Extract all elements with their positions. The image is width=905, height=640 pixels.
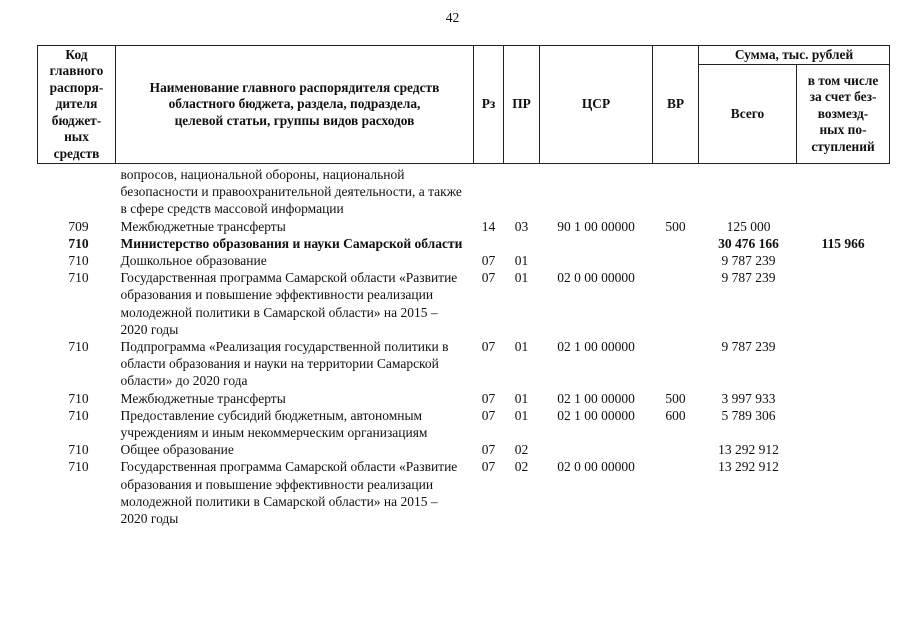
cell-grat xyxy=(797,164,890,218)
cell-grat: 115 966 xyxy=(821,235,865,251)
cell-rz: 07 xyxy=(481,390,496,406)
cell-total: 3 997 933 xyxy=(721,390,776,406)
cell-code: 709 xyxy=(68,218,89,234)
header-total: Всего xyxy=(699,65,797,164)
cell-vr xyxy=(653,441,699,458)
table-row xyxy=(38,338,890,390)
cell-csr: 02 1 00 00000 xyxy=(557,339,635,355)
cell-pr: 02 xyxy=(514,442,529,458)
cell-vr xyxy=(653,338,699,390)
cell-name: Межбюджетные трансферты xyxy=(120,390,286,406)
cell-rz xyxy=(474,235,504,252)
table-row xyxy=(38,164,890,218)
cell-total: 125 000 xyxy=(726,218,771,234)
cell-rz: 07 xyxy=(481,339,496,355)
cell-total: 13 292 912 xyxy=(718,459,779,475)
cell-rz: 07 xyxy=(481,442,496,458)
cell-pr: 02 xyxy=(514,459,529,475)
cell-csr: 02 0 00 00000 xyxy=(557,270,635,286)
header-grat: в том числе за счет без- возмезд- ных по- ступлений xyxy=(797,65,890,164)
cell-grat xyxy=(797,269,890,338)
cell-code: 710 xyxy=(68,270,89,286)
header-csr: ЦСР xyxy=(540,46,653,164)
cell-grat xyxy=(797,338,890,390)
cell-vr xyxy=(653,235,699,252)
cell-rz xyxy=(474,164,504,218)
cell-csr: 02 1 00 00000 xyxy=(557,407,635,423)
cell-csr: 90 1 00 00000 xyxy=(557,218,635,234)
cell-vr xyxy=(653,164,699,218)
cell-total xyxy=(699,164,797,218)
table-row xyxy=(38,407,890,441)
cell-total: 30 476 166 xyxy=(718,235,779,251)
cell-csr xyxy=(540,235,653,252)
cell-grat xyxy=(797,441,890,458)
table-row xyxy=(38,390,890,407)
cell-grat xyxy=(797,407,890,441)
cell-vr xyxy=(653,458,699,527)
cell-code: 710 xyxy=(68,407,89,423)
cell-csr xyxy=(540,252,653,269)
cell-pr: 03 xyxy=(514,218,529,234)
cell-code: 710 xyxy=(68,235,89,251)
header-vr: ВР xyxy=(653,46,699,164)
cell-total: 9 787 239 xyxy=(721,253,776,269)
cell-pr: 01 xyxy=(514,390,529,406)
header-sum: Сумма, тыс. рублей xyxy=(699,46,890,65)
cell-code: 710 xyxy=(68,339,89,355)
cell-grat xyxy=(797,458,890,527)
budget-table xyxy=(37,45,890,527)
cell-total: 9 787 239 xyxy=(721,339,776,355)
cell-name: Министерство образования и науки Самарской области xyxy=(120,235,463,251)
cell-code: 710 xyxy=(68,390,89,406)
header-code: Код главного распоря- дителя бюджет- ных средств xyxy=(38,46,116,164)
cell-name: Общее образование xyxy=(120,442,234,458)
header-pr: ПР xyxy=(504,46,540,164)
cell-vr xyxy=(653,252,699,269)
cell-csr xyxy=(540,441,653,458)
cell-pr: 01 xyxy=(514,270,529,286)
table-header xyxy=(38,46,890,164)
cell-vr: 600 xyxy=(665,407,686,423)
cell-vr: 500 xyxy=(665,218,686,234)
cell-pr xyxy=(504,235,540,252)
cell-code: 710 xyxy=(68,253,89,269)
cell-total: 13 292 912 xyxy=(718,442,779,458)
cell-code: 710 xyxy=(68,442,89,458)
cell-pr: 01 xyxy=(514,407,529,423)
cell-grat xyxy=(797,218,890,235)
cell-rz: 07 xyxy=(481,253,496,269)
cell-rz: 07 xyxy=(481,270,496,286)
table-body xyxy=(38,164,890,528)
cell-pr: 01 xyxy=(514,339,529,355)
cell-csr xyxy=(540,164,653,218)
page-number: 42 xyxy=(445,10,460,25)
cell-rz: 14 xyxy=(481,218,496,234)
cell-total: 5 789 306 xyxy=(721,407,776,423)
table-row xyxy=(38,218,890,235)
cell-name: Предоставление субсидий бюджетным, автономным учреждениям и иным некоммерческим организациям xyxy=(120,407,428,441)
cell-csr: 02 1 00 00000 xyxy=(557,390,635,406)
header-rz: Рз xyxy=(474,46,504,164)
cell-grat xyxy=(797,252,890,269)
cell-name: Государственная программа Самарской области «Развитие образования и повышение эффективности реализации молодежной политики в Самарской области» на 2015 – 2020 годы xyxy=(120,270,458,337)
cell-grat xyxy=(797,390,890,407)
cell-total: 9 787 239 xyxy=(721,270,776,286)
cell-name: Дошкольное образование xyxy=(120,253,267,269)
cell-code: 710 xyxy=(68,459,89,475)
table-row xyxy=(38,441,890,458)
cell-pr xyxy=(504,164,540,218)
cell-code xyxy=(38,164,116,218)
header-name: Наименование главного распорядителя средств областного бюджета, раздела, подраздела, целевой статьи, группы видов расходов xyxy=(116,46,474,164)
cell-vr xyxy=(653,269,699,338)
table-row xyxy=(38,458,890,527)
cell-name: Межбюджетные трансферты xyxy=(120,218,286,234)
cell-pr: 01 xyxy=(514,253,529,269)
table-row xyxy=(38,269,890,338)
cell-rz: 07 xyxy=(481,407,496,423)
cell-rz: 07 xyxy=(481,459,496,475)
table-row xyxy=(38,252,890,269)
cell-name: Подпрограмма «Реализация государственной политики в области образования и науки на территории Самарской области» до 2020 года xyxy=(120,339,449,389)
cell-name: вопросов, национальной обороны, национальной безопасности и правоохранительной деятельности, а также в сфере средств массовой информации xyxy=(120,167,462,217)
table-row xyxy=(38,235,890,252)
cell-vr: 500 xyxy=(665,390,686,406)
cell-csr: 02 0 00 00000 xyxy=(557,459,635,475)
cell-name: Государственная программа Самарской области «Развитие образования и повышение эффективности реализации молодежной политики в Самарской области» на 2015 – 2020 годы xyxy=(120,459,458,527)
